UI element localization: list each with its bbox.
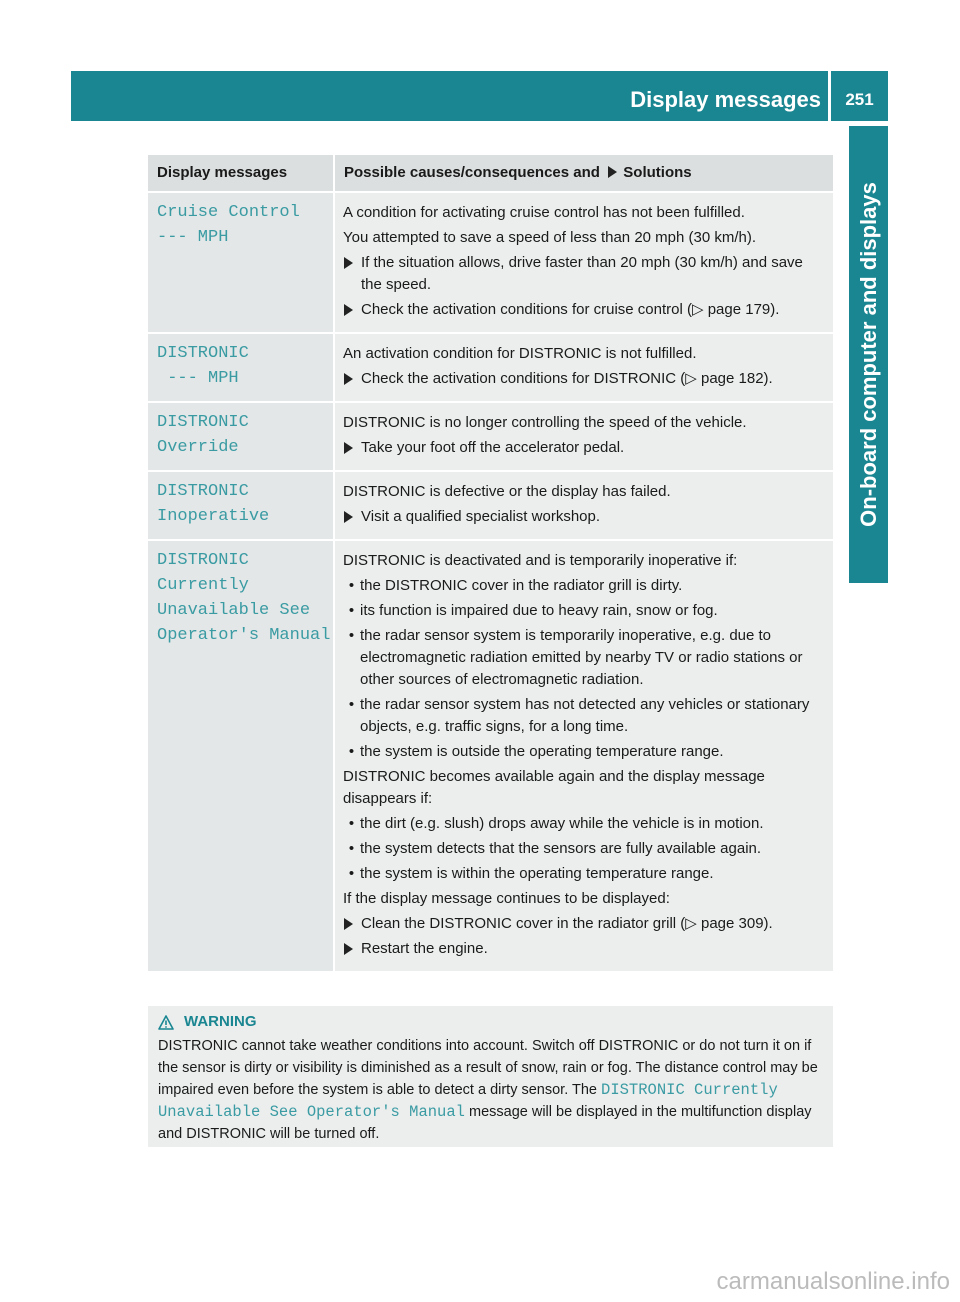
cause-text: A condition for activating cruise control has not been fulfilled. (343, 204, 745, 221)
solution-step (343, 506, 827, 528)
item-text: the radar sensor system is temporarily inoperative, e.g. due to electromagnetic radiation emitted by nearby TV or radio stations or other sources of electromagnetic radiation. (360, 627, 803, 688)
display-message-line: Cruise Control (157, 203, 300, 222)
solution-cell (335, 472, 833, 539)
side-chapter-label: On-board computer and displays (856, 182, 881, 527)
table-row (148, 401, 833, 470)
bullet-item (343, 625, 827, 691)
cause-text: If the display message continues to be displayed: (343, 890, 670, 907)
bullet-item (343, 694, 827, 738)
bullet-item (343, 600, 827, 622)
display-message-line: Currently (157, 576, 249, 595)
bullet-item (343, 863, 827, 885)
display-message-line: DISTRONIC (157, 551, 249, 570)
bullet-icon: • (348, 743, 355, 760)
item-text: the dirt (e.g. slush) drops away while the vehicle is in motion. (360, 815, 764, 832)
cause-text: DISTRONIC is defective or the display has failed. (343, 483, 671, 500)
item-text: the radar sensor system has not detected any vehicles or stationary objects, e.g. traffic signs, for a long time. (360, 696, 810, 735)
bullet-item (343, 838, 827, 860)
item-text: Restart the engine. (361, 940, 488, 957)
column-header-causes: Possible causes/consequences and (344, 164, 600, 181)
bullet-icon: • (348, 696, 355, 713)
cause-text: You attempted to save a speed of less than 20 mph (30 km/h). (343, 229, 757, 246)
display-message-line: Override (157, 438, 239, 457)
warning-header (158, 1011, 825, 1033)
header-bar (71, 71, 888, 121)
bullet-icon: • (348, 865, 355, 882)
table-header (148, 155, 833, 191)
solution-step (343, 938, 827, 960)
column-header-solutions-label: Solutions (623, 164, 692, 181)
cause-text: DISTRONIC becomes available again and the display message disappears if: (343, 768, 765, 807)
solution-step (343, 368, 827, 390)
page-section-title: Display messages (630, 87, 821, 112)
display-message-line: Operator's Manual (157, 626, 331, 645)
display-message-line: --- MPH (157, 369, 239, 388)
bullet-item (343, 813, 827, 835)
warning-text (158, 1035, 825, 1145)
display-message-line: DISTRONIC (157, 482, 249, 501)
solution-step (343, 437, 827, 459)
watermark: carmanualsonline.info (716, 1268, 950, 1295)
column-header-solutions (335, 155, 833, 191)
display-message-cell (148, 403, 335, 470)
bullet-icon: • (348, 602, 355, 619)
item-text: the system is outside the operating temperature range. (360, 743, 724, 760)
bullet-icon: • (348, 815, 355, 832)
warning-text-after: message will be displayed in the multifunction display and DISTRONIC will be turned off. (158, 1104, 812, 1142)
solution-cell (335, 193, 833, 332)
item-text: the system detects that the sensors are fully available again. (360, 840, 762, 857)
solution-cell (335, 541, 833, 971)
bullet-icon: • (348, 577, 355, 594)
display-message-cell (148, 472, 335, 539)
column-header-messages: Display messages (148, 155, 335, 191)
item-text: Clean the DISTRONIC cover in the radiator grill (▷ page 309). (361, 915, 773, 932)
arrow-right-icon (608, 166, 617, 178)
cause-text: DISTRONIC is no longer controlling the speed of the vehicle. (343, 414, 747, 431)
item-text: the DISTRONIC cover in the radiator grill is dirty. (360, 577, 683, 594)
display-message-cell (148, 541, 335, 971)
item-text: its function is impaired due to heavy rain, snow or fog. (360, 602, 718, 619)
cause-text: DISTRONIC is deactivated and is temporarily inoperative if: (343, 552, 738, 569)
warning-box (148, 1006, 833, 1147)
table-row (148, 332, 833, 401)
bullet-icon: • (348, 627, 355, 644)
table-row (148, 191, 833, 332)
bullet-icon: • (348, 840, 355, 857)
table-row (148, 539, 833, 971)
display-message-line: Inoperative (157, 507, 270, 526)
arrow-right-icon (344, 918, 353, 930)
item-text: Take your foot off the accelerator pedal. (361, 439, 625, 456)
display-message-line: --- MPH (157, 228, 229, 247)
table-row (148, 470, 833, 539)
warning-title: WARNING (184, 1013, 257, 1030)
display-messages-table (148, 155, 833, 971)
solution-cell (335, 403, 833, 470)
side-chapter-tab (849, 126, 888, 583)
table-body (148, 191, 833, 971)
item-text: Check the activation conditions for cruise control (▷ page 179). (361, 301, 780, 318)
arrow-right-icon (344, 511, 353, 523)
display-message-line: Unavailable See (157, 601, 311, 620)
arrow-right-icon (344, 373, 353, 385)
solution-step (343, 913, 827, 935)
solution-cell (335, 334, 833, 401)
arrow-right-icon (344, 304, 353, 316)
solution-step (343, 252, 827, 296)
arrow-right-icon (344, 442, 353, 454)
bullet-item (343, 741, 827, 763)
item-text: Check the activation conditions for DISTRONIC (▷ page 182). (361, 370, 773, 387)
solution-step (343, 299, 827, 321)
item-text: the system is within the operating temperature range. (360, 865, 714, 882)
item-text: Visit a qualified specialist workshop. (361, 508, 601, 525)
warning-display-message: DISTRONIC Currently Unavailable See Operator's Manual (158, 1081, 778, 1121)
display-message-cell (148, 193, 335, 332)
display-message-line: DISTRONIC (157, 344, 249, 363)
display-message-line: DISTRONIC (157, 413, 249, 432)
display-message-cell (148, 334, 335, 401)
arrow-right-icon (344, 257, 353, 269)
page-number: 251 (845, 90, 874, 109)
arrow-right-icon (344, 943, 353, 955)
warning-triangle-icon (158, 1015, 174, 1030)
bullet-item (343, 575, 827, 597)
item-text: If the situation allows, drive faster than 20 mph (30 km/h) and save the speed. (361, 254, 803, 293)
cause-text: An activation condition for DISTRONIC is not fulfilled. (343, 345, 697, 362)
warning-text-before: DISTRONIC cannot take weather conditions into account. Switch off DISTRONIC or do not turn it on if the sensor is dirty or visibility is diminished as a result of snow, rain or fog. The distance control may be impaired even before the system is able to detect a dirty sensor. The (158, 1038, 818, 1098)
